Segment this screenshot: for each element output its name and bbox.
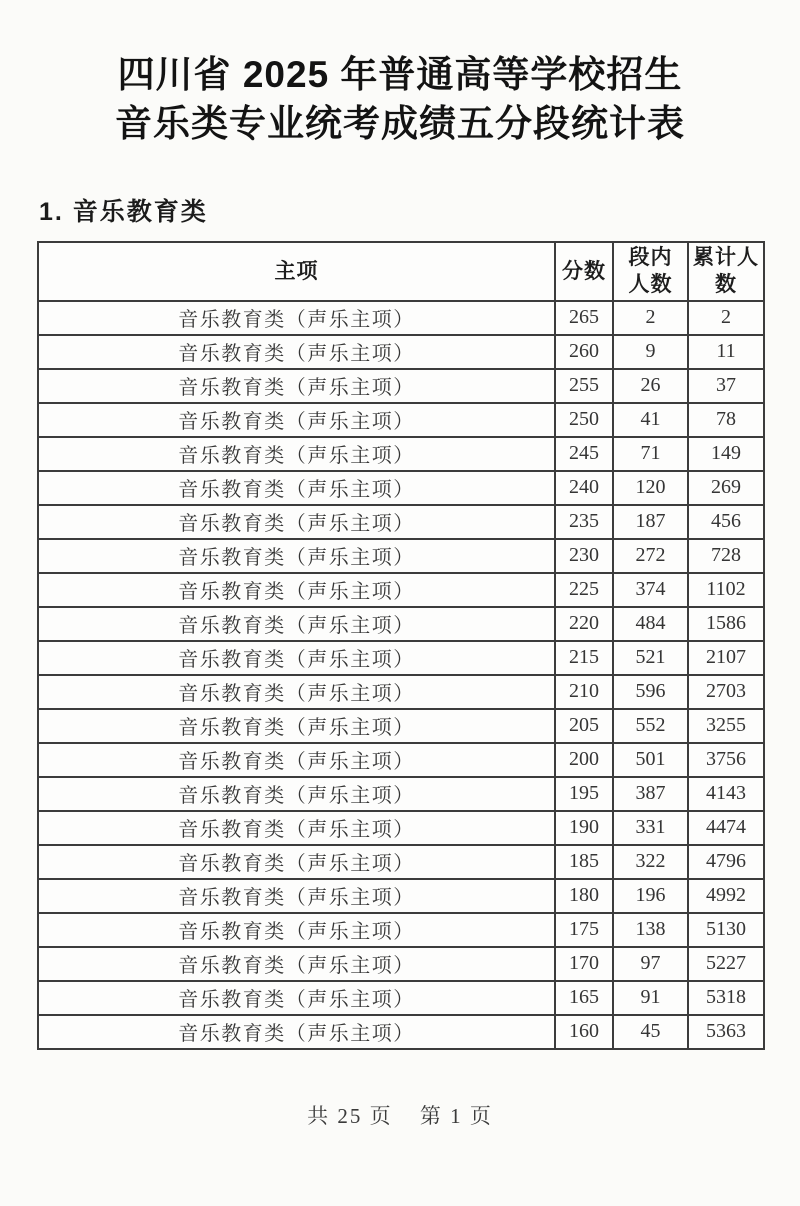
table-row <box>38 675 764 709</box>
segment-count-cell: 45 <box>613 1015 688 1049</box>
table-row <box>38 641 764 675</box>
table-row <box>38 539 764 573</box>
table-row <box>38 369 764 403</box>
main-item-cell: 音乐教育类（声乐主项） <box>38 301 555 335</box>
segment-count-cell: 552 <box>613 709 688 743</box>
cumulative-count-cell: 728 <box>688 539 764 573</box>
total-pages-label: 共 25 页 <box>307 1103 393 1128</box>
main-item-cell: 音乐教育类（声乐主项） <box>38 1015 555 1049</box>
score-cell: 175 <box>555 913 613 947</box>
table-row <box>38 811 764 845</box>
table-row <box>38 301 764 335</box>
segment-count-cell: 71 <box>613 437 688 471</box>
column-header-score: 分数 <box>555 242 613 301</box>
score-cell: 190 <box>555 811 613 845</box>
current-page-label: 第 1 页 <box>419 1103 493 1128</box>
table-row <box>38 403 764 437</box>
main-item-cell: 音乐教育类（声乐主项） <box>38 811 555 845</box>
segment-count-cell: 322 <box>613 845 688 879</box>
segment-count-cell: 9 <box>613 335 688 369</box>
main-item-cell: 音乐教育类（声乐主项） <box>38 913 555 947</box>
score-cell: 160 <box>555 1015 613 1049</box>
table-row <box>38 437 764 471</box>
title-line-1: 四川省 2025 年普通高等学校招生 <box>117 54 683 95</box>
main-item-cell: 音乐教育类（声乐主项） <box>38 709 555 743</box>
title-line-2: 音乐类专业统考成绩五分段统计表 <box>115 103 685 145</box>
table-row <box>38 335 764 369</box>
score-cell: 260 <box>555 335 613 369</box>
main-item-cell: 音乐教育类（声乐主项） <box>38 981 555 1015</box>
cumulative-count-cell: 11 <box>688 335 764 369</box>
table-row <box>38 777 764 811</box>
main-item-cell: 音乐教育类（声乐主项） <box>38 539 555 573</box>
table-row <box>38 709 764 743</box>
table-row <box>38 981 764 1015</box>
segment-count-cell: 26 <box>613 369 688 403</box>
cumulative-count-cell: 5227 <box>688 947 764 981</box>
segment-count-cell: 596 <box>613 675 688 709</box>
score-cell: 250 <box>555 403 613 437</box>
segment-count-cell: 91 <box>613 981 688 1015</box>
table-row <box>38 607 764 641</box>
table-row <box>38 471 764 505</box>
main-item-cell: 音乐教育类（声乐主项） <box>38 845 555 879</box>
main-item-cell: 音乐教育类（声乐主项） <box>38 573 555 607</box>
segment-count-cell: 120 <box>613 471 688 505</box>
cumulative-count-cell: 37 <box>688 369 764 403</box>
cumulative-count-cell: 456 <box>688 505 764 539</box>
main-item-cell: 音乐教育类（声乐主项） <box>38 607 555 641</box>
cumulative-count-cell: 4992 <box>688 879 764 913</box>
page <box>0 50 800 1206</box>
segment-count-cell: 484 <box>613 607 688 641</box>
score-cell: 220 <box>555 607 613 641</box>
segment-count-cell: 196 <box>613 879 688 913</box>
score-cell: 245 <box>555 437 613 471</box>
cumulative-count-cell: 1586 <box>688 607 764 641</box>
cumulative-count-cell: 3255 <box>688 709 764 743</box>
segment-count-cell: 501 <box>613 743 688 777</box>
cumulative-count-cell: 149 <box>688 437 764 471</box>
score-cell: 200 <box>555 743 613 777</box>
section-heading: 1. 音乐教育类 <box>39 198 208 227</box>
segment-count-cell: 374 <box>613 573 688 607</box>
main-item-cell: 音乐教育类（声乐主项） <box>38 437 555 471</box>
table-header-row <box>38 242 764 301</box>
cumulative-count-cell: 5363 <box>688 1015 764 1049</box>
segment-count-cell: 521 <box>613 641 688 675</box>
main-item-cell: 音乐教育类（声乐主项） <box>38 879 555 913</box>
segment-count-cell: 41 <box>613 403 688 437</box>
table-row <box>38 573 764 607</box>
score-cell: 185 <box>555 845 613 879</box>
score-cell: 215 <box>555 641 613 675</box>
cumulative-count-cell: 3756 <box>688 743 764 777</box>
page-footer <box>37 1100 763 1130</box>
cumulative-count-cell: 2703 <box>688 675 764 709</box>
cumulative-count-cell: 2 <box>688 301 764 335</box>
document-page <box>0 50 800 1206</box>
score-cell: 170 <box>555 947 613 981</box>
table-row <box>38 845 764 879</box>
score-cell: 240 <box>555 471 613 505</box>
score-cell: 195 <box>555 777 613 811</box>
main-item-cell: 音乐教育类（声乐主项） <box>38 777 555 811</box>
cumulative-count-cell: 4474 <box>688 811 764 845</box>
main-item-cell: 音乐教育类（声乐主项） <box>38 947 555 981</box>
table-row <box>38 947 764 981</box>
main-item-cell: 音乐教育类（声乐主项） <box>38 743 555 777</box>
table-row <box>38 913 764 947</box>
table-body <box>38 301 764 1049</box>
main-item-cell: 音乐教育类（声乐主项） <box>38 505 555 539</box>
main-item-cell: 音乐教育类（声乐主项） <box>38 335 555 369</box>
column-header-cumulative-count: 累计人数 <box>688 242 764 301</box>
segment-count-cell: 2 <box>613 301 688 335</box>
segment-count-cell: 331 <box>613 811 688 845</box>
column-header-main-item: 主项 <box>38 242 555 301</box>
main-item-cell: 音乐教育类（声乐主项） <box>38 471 555 505</box>
column-header-segment-count: 段内人数 <box>613 242 688 301</box>
score-cell: 225 <box>555 573 613 607</box>
score-cell: 180 <box>555 879 613 913</box>
score-cell: 205 <box>555 709 613 743</box>
cumulative-count-cell: 2107 <box>688 641 764 675</box>
cumulative-count-cell: 78 <box>688 403 764 437</box>
segment-count-cell: 138 <box>613 913 688 947</box>
score-cell: 210 <box>555 675 613 709</box>
score-cell: 255 <box>555 369 613 403</box>
table-row <box>38 505 764 539</box>
segment-count-cell: 97 <box>613 947 688 981</box>
table-row <box>38 1015 764 1049</box>
table-row <box>38 743 764 777</box>
main-item-cell: 音乐教育类（声乐主项） <box>38 675 555 709</box>
segment-count-cell: 387 <box>613 777 688 811</box>
main-item-cell: 音乐教育类（声乐主项） <box>38 369 555 403</box>
cumulative-count-cell: 5130 <box>688 913 764 947</box>
cumulative-count-cell: 4143 <box>688 777 764 811</box>
segment-count-cell: 187 <box>613 505 688 539</box>
score-cell: 265 <box>555 301 613 335</box>
score-cell: 235 <box>555 505 613 539</box>
score-cell: 230 <box>555 539 613 573</box>
score-distribution-table <box>37 241 765 1050</box>
cumulative-count-cell: 269 <box>688 471 764 505</box>
cumulative-count-cell: 1102 <box>688 573 764 607</box>
cumulative-count-cell: 4796 <box>688 845 764 879</box>
main-item-cell: 音乐教育类（声乐主项） <box>38 403 555 437</box>
document-title <box>43 50 757 148</box>
main-item-cell: 音乐教育类（声乐主项） <box>38 641 555 675</box>
table-row <box>38 879 764 913</box>
score-cell: 165 <box>555 981 613 1015</box>
cumulative-count-cell: 5318 <box>688 981 764 1015</box>
segment-count-cell: 272 <box>613 539 688 573</box>
